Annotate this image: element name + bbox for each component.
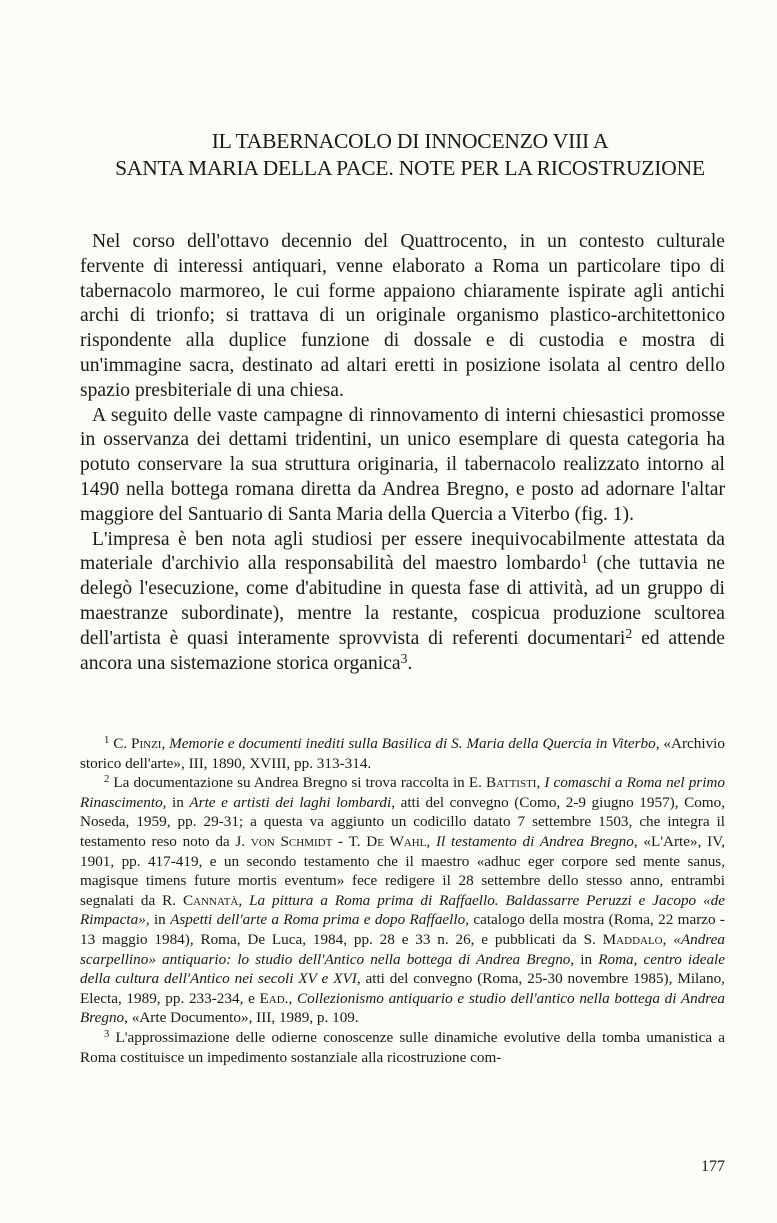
footnote-text: ,	[238, 891, 250, 909]
paragraph-3-text-c: ed attende ancora una sistemazione storica organica	[80, 627, 725, 674]
main-text	[80, 230, 725, 676]
work-title: I comaschi a Roma nel primo Rinascimento	[80, 774, 725, 811]
work-title: Arte e artisti dei laghi lombardi	[189, 793, 392, 811]
footnote-ref-2: 2	[625, 625, 633, 641]
author-name: Maddalo	[602, 930, 663, 948]
footnote-text: , in	[162, 793, 190, 811]
paragraph-1: Nel corso dell'ottavo decennio del Quattrocento, in un contesto culturale fervente di interessi antiquari, venne elaborato a Roma un particolare tipo di tabernacolo marmoreo, le cui forme appaiono chiaramente ispirate agli antichi archi di trionfo; si trattava di un originale organismo plastico-architettonico rispondente alla duplice funzione di dossale e di custodia e mostra di un'immagine sacra, destinato ad altari eretti in posizione isolata al centro dello spazio presbiteriale di una chiesa.	[80, 231, 725, 401]
paragraph-2: A seguito delle vaste campagne di rinnovamento di interni chiesastici promosse in osservanza dei dettami tridentini, un unico esemplare di questa categoria ha potuto conservare la sua struttura originaria, il tabernacolo realizzato intorno al 1490 nella bottega romana diretta da Andrea Bregno, e posto ad adornare l'altar maggiore del Santuario di Santa Maria della Quercia a Viterbo (fig. 1).	[80, 404, 725, 525]
page-number: 177	[701, 1158, 725, 1175]
footnote-ref-1: 1	[580, 551, 588, 567]
work-title: Il testamento di Andrea Bregno	[435, 832, 634, 850]
footnote-1	[80, 734, 725, 773]
paragraph-3-text-d: .	[407, 652, 413, 674]
title-line-2: SANTA MARIA DELLA PACE. NOTE PER LA RICOSTRUZIONE	[115, 156, 705, 180]
author-name: Ead.	[259, 989, 289, 1007]
footnote-text: ,	[536, 774, 545, 792]
paragraph-3	[80, 528, 725, 677]
footnote-ref-3: 3	[400, 650, 408, 666]
footnote-text: - T.	[332, 832, 367, 850]
footnote-text: L'approssimazione delle odierne conoscenze sulle dinamiche evolutive della tomba umanistica a Roma costituisce un impedimento sostanziale alla ricostruzione com-	[80, 1028, 725, 1066]
author-name: Battisti	[486, 774, 537, 792]
footnote-text: , atti del convegno (Como, 2-9 giugno 1957), Como, Noseda, 1959, pp. 29-31; a questa va aggiunto un codicillo datato 7 settembre 1503, che integra il testamento reso noto da J.	[80, 793, 725, 850]
work-title: Roma, centro ideale della cultura dell'Antico nei secoli XV e XVI	[80, 950, 725, 988]
footnote-text: , «Archivio storico dell'arte», III, 1890, XVIII, pp. 313-314.	[80, 735, 725, 772]
author-name: Pinzi	[131, 735, 162, 752]
footnote-text: ,	[288, 989, 297, 1007]
work-title: La pittura a Roma prima di Raffaello. Baldassarre Peruzzi e Jacopo «de Rimpacta»	[80, 891, 725, 929]
footnote-2-number: 2	[104, 774, 110, 786]
paragraph-3-text-a: L'impresa è ben nota agli studiosi per essere inequivocabilmente attestata da materiale d'archivio alla responsabilità del maestro lombardo	[80, 528, 725, 575]
author-name: von Schmidt	[250, 832, 333, 850]
work-title: Collezionismo antiquario e studio dell'antico nella bottega di Andrea Bregno	[80, 989, 725, 1027]
footnote-3	[80, 1028, 725, 1067]
work-title: Aspetti dell'arte a Roma prima e dopo Raffaello	[170, 911, 466, 929]
footnote-2	[80, 773, 725, 1028]
footnote-text: C.	[109, 735, 132, 752]
footnote-text: La documentazione su Andrea Bregno si trova raccolta in E.	[109, 774, 486, 792]
title-line-1: IL TABERNACOLO DI INNOCENZO VIII A	[211, 129, 609, 153]
footnote-text: , in	[570, 950, 599, 968]
footnote-text: ,	[426, 832, 436, 850]
footnote-text: , atti del convegno (Roma, 25-30 novembre 1985), Milano, Electa, 1989, pp. 233-234, e	[80, 970, 725, 1007]
paragraph-3-text-b: (che tuttavia ne delegò l'esecuzione, come d'abitudine in questa fase di attività, ad un gruppo di maestranze subordinate), mentre la restante, cospicua produzione scultorea dell'artista è quasi interamente sprovvista di referenti documentari	[80, 553, 725, 649]
work-title: Memorie e documenti inediti sulla Basilica di S. Maria della Quercia in Viterbo	[169, 735, 656, 752]
work-title: «Andrea scarpellino» antiquario: lo studio dell'Antico nella bottega di Andrea Bregno	[80, 930, 725, 968]
footnote-3-number: 3	[104, 1029, 110, 1041]
footnote-text: , «L'Arte», IV, 1901, pp. 417-419, e un secondo testamento che il maestro «adhuc eger corpore sed mente sanus, magisque timens future mortis eventum» fece redigere il 28 settembre dello stesso anno, entrambi segnalati da R.	[80, 832, 725, 909]
footnotes	[80, 734, 725, 1067]
footnote-text: , in	[145, 911, 171, 929]
footnote-1-number: 1	[104, 735, 110, 747]
author-name: Cannatà	[183, 891, 239, 909]
footnote-text: ,	[161, 735, 170, 752]
footnote-text: , catalogo della mostra (Roma, 22 marzo - 13 maggio 1984), Roma, De Luca, 1984, pp. 28 e 33 n. 26, e pubblicati da S.	[80, 911, 725, 948]
article-title	[70, 128, 750, 182]
footnote-text: , «Arte Documento», III, 1989, p. 109.	[124, 1009, 359, 1027]
footnote-text: ,	[662, 930, 674, 948]
author-name: De Wahl	[366, 832, 427, 850]
